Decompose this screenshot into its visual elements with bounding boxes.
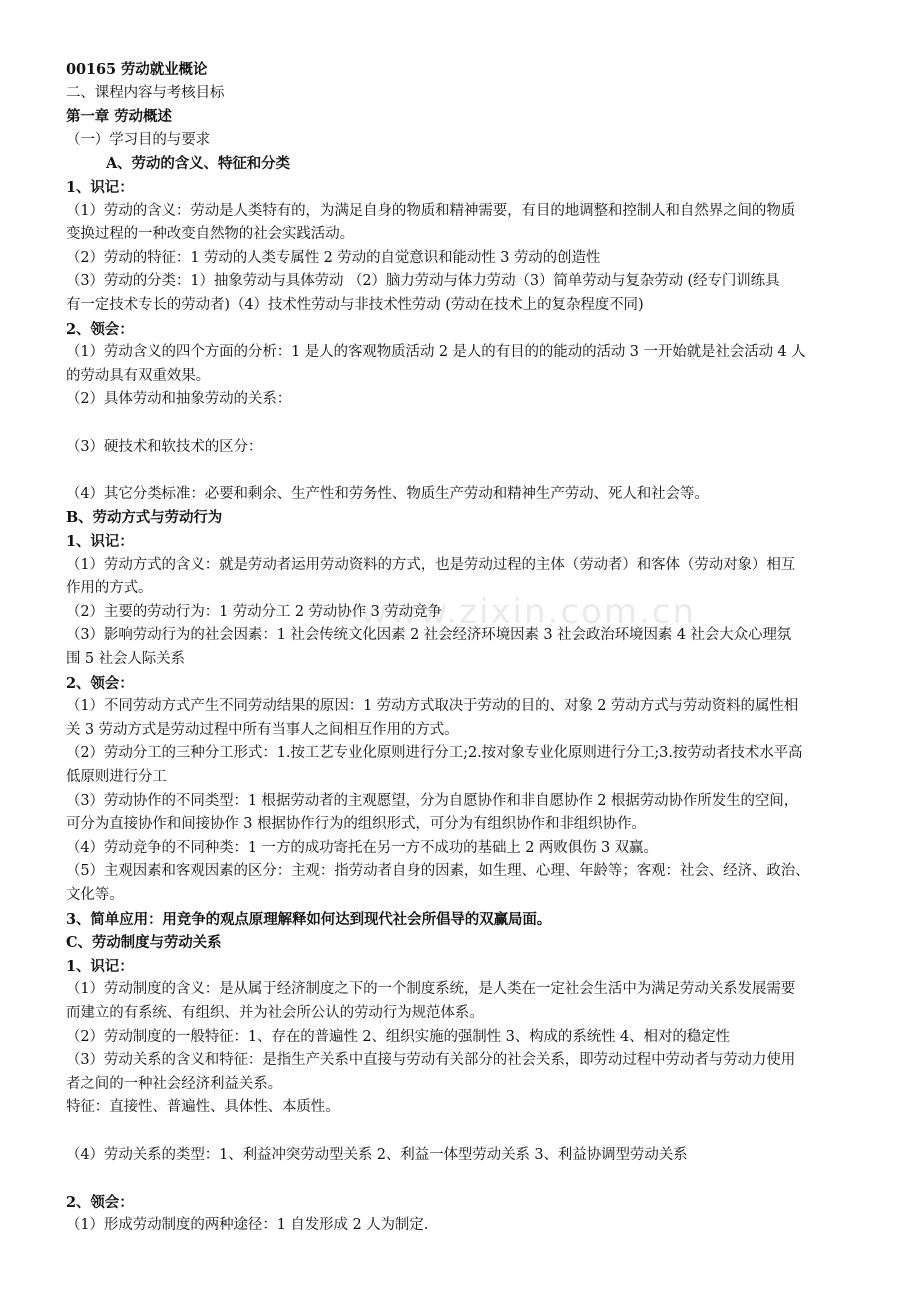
text-line: 变换过程的一种改变自然物的社会实践活动。 xyxy=(66,226,354,243)
text-line: 围 5 社会人际关系 xyxy=(66,651,185,667)
text-line: 的劳动具有双重效果。 xyxy=(66,367,210,384)
text-line: 1、识记： xyxy=(66,533,134,550)
text-line: A、劳动的含义、特征和分类 xyxy=(106,155,290,173)
watermark: www.zixin.com.cn xyxy=(360,592,696,632)
text-line: （3）硬技术和软技术的区分： xyxy=(66,438,263,455)
text-line: 第一章 劳动概述 xyxy=(66,108,172,126)
text-line: 特征：直接性、普遍性、具体性、本质性。 xyxy=(66,1099,340,1116)
blank-line xyxy=(66,1167,882,1191)
text-line: 文化等。 xyxy=(66,887,124,903)
text-line: （3）劳动协作的不同类型：1 根据劳动者的主观愿望，分为自愿协作和非自愿协作 2 根据劳动协作所发生的空间， xyxy=(66,792,799,809)
text-line: （1）劳动方式的含义：就是劳动者运用劳动资料的方式，也是劳动过程的主体（劳动者）和客体（劳动对象）相互 xyxy=(66,556,796,573)
text-line: C、劳动制度与劳动关系 xyxy=(66,934,222,952)
text-line: 低原则进行分工 xyxy=(66,769,167,785)
text-line: （2）劳动分工的三种分工形式：1.按工艺专业化原则进行分工;2.按对象专业化原则进行分工;3.按劳动者技术水平高 xyxy=(66,745,803,762)
text-line: 1、识记： xyxy=(66,179,134,196)
blank-line xyxy=(66,459,882,483)
text-line: 有一定技术专长的劳动者)（4）技术性劳动与非技术性劳动 (劳动在技术上的复杂程度不同) xyxy=(66,297,644,313)
text-line: （1）劳动含义的四个方面的分析：1 是人的客观物质活动 2 是人的有目的的能动的活动 3 一开始就是社会活动 4 人 xyxy=(66,344,806,361)
text-line: B、劳动方式与劳动行为 xyxy=(66,509,223,527)
text-line: 者之间的一种社会经济利益关系。 xyxy=(66,1075,282,1092)
blank-line xyxy=(66,1120,882,1144)
text-line: （5）主观因素和客观因素的区分：主观：指劳动者自身的因素，如生理、心理、年龄等；客观：社会、经济、政治、 xyxy=(66,863,810,880)
text-line: 作用的方式。 xyxy=(66,580,153,597)
text-line: （4）劳动关系的类型：1、利益冲突劳动型关系 2、利益一体型劳动关系 3、利益协调型劳动关系 xyxy=(66,1146,688,1163)
text-line: 而建立的有系统、有组织、并为社会所公认的劳动行为规范体系。 xyxy=(66,1005,484,1021)
text-line: 2、领会： xyxy=(66,674,134,692)
text-line: （4）劳动竞争的不同种类：1 一方的成功寄托在另一方不成功的基础上 2 两败俱伤 3 双赢。 xyxy=(66,839,658,856)
text-line: （1）劳动的含义：劳动是人类特有的，为满足自身的物质和精神需要，有目的地调整和控制人和自然界之间的物质 xyxy=(66,202,796,219)
text-line: （1）劳动制度的含义：是从属于经济制度之下的一个制度系统，是人类在一定社会生活中为满足劳动关系发展需要 xyxy=(66,981,796,998)
text-line: （2）具体劳动和抽象劳动的关系： xyxy=(66,391,292,408)
text-line: （一）学习目的与要求 xyxy=(66,131,210,148)
text-line: 2、领会： xyxy=(66,1193,134,1211)
text-line: （2）劳动制度的一般特征：1、存在的普遍性 2、组织实施的强制性 3、构成的系统性 4、相对的稳定性 xyxy=(66,1028,730,1045)
text-line: （4）其它分类标准：必要和剩余、生产性和劳务性、物质生产劳动和精神生产劳动、死人和社会等。 xyxy=(66,485,709,502)
text-line: 3、简单应用：用竞争的观点原理解释如何达到现代社会所倡导的双赢局面。 xyxy=(66,910,552,928)
text-line: 二、课程内容与考核目标 xyxy=(66,84,225,101)
text-line: （3）影响劳动行为的社会因素：1 社会传统文化因素 2 社会经济环境因素 3 社会政治环境因素 4 社会大众心理氛 xyxy=(66,627,792,644)
text-line: （3）劳动的分类：1）抽象劳动与具体劳动 （2）脑力劳动与体力劳动（3）简单劳动与复杂劳动 (经专门训练具 xyxy=(66,273,780,290)
blank-line xyxy=(66,412,882,436)
text-line: （3）劳动关系的含义和特征：是指生产关系中直接与劳动有关部分的社会关系，即劳动过程中劳动者与劳动力使用 xyxy=(66,1052,796,1069)
text-line: （1）不同劳动方式产生不同劳动结果的原因：1 劳动方式取决于劳动的目的、对象 2 劳动方式与劳动资料的属性相 xyxy=(66,698,799,715)
text-line: （2）劳动的特征：1 劳动的人类专属性 2 劳动的自觉意识和能动性 3 劳动的创造性 xyxy=(66,249,601,266)
text-line: （1）形成劳动制度的两种途径：1 自发形成 2 人为制定. xyxy=(66,1217,429,1234)
text-line: 00165 劳动就业概论 xyxy=(66,61,208,78)
text-line: 可分为直接协作和间接协作 3 根据协作行为的组织形式，可分为有组织协作和非组织协作。 xyxy=(66,816,646,833)
text-line: （2）主要的劳动行为：1 劳动分工 2 劳动协作 3 劳动竞争 xyxy=(66,603,442,620)
text-line: 关 3 劳动方式是劳动过程中所有当事人之间相互作用的方式。 xyxy=(66,721,459,738)
text-line: 1、识记： xyxy=(66,957,134,975)
text-line: 2、领会： xyxy=(66,320,134,338)
